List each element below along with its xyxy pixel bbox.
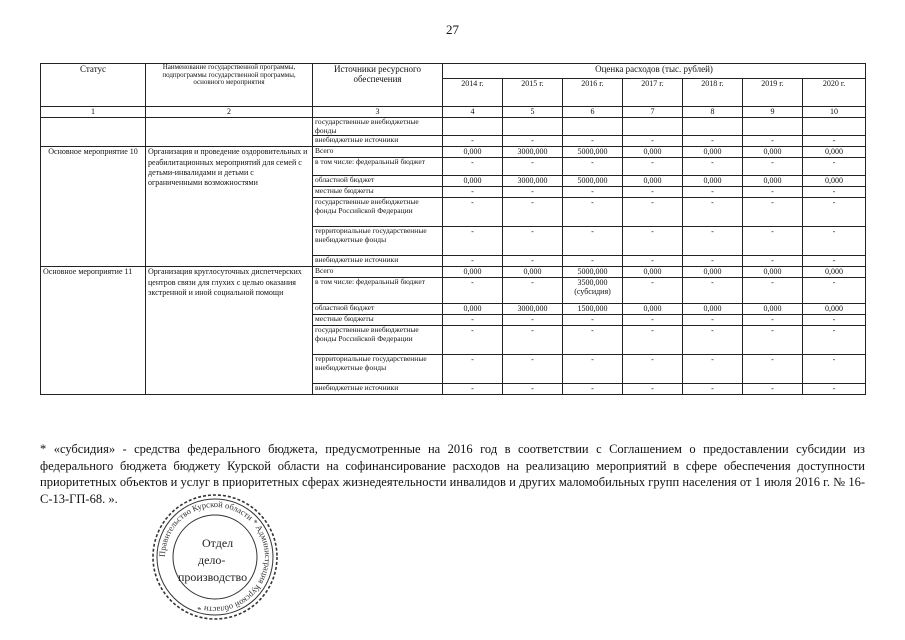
empty-name-cell [146,118,313,147]
value-cell: 0,000 [443,147,503,158]
value-cell: - [803,187,866,198]
source-cell: местные бюджеты [313,187,443,198]
value-cell: 0,000 [683,267,743,278]
value-cell: - [743,384,803,395]
value-cell: 0,000 [503,267,563,278]
year-header: 2016 г. [563,79,623,107]
value-cell: - [503,198,563,227]
measure-name: Организация и проведение оздоровительных и реабилитационных мероприятий для семей с детьми-инвалидами и детьми с ограниченными возможностями [146,147,313,267]
value-cell: - [683,355,743,384]
expenditure-table [40,63,866,395]
value-cell: 0,000 [443,304,503,315]
source-cell: Всего [313,267,443,278]
value-cell: - [803,227,866,256]
column-number: 1 [41,107,146,118]
value-cell: - [563,227,623,256]
value-cell: - [623,227,683,256]
value-cell [443,118,503,136]
column-number: 9 [743,107,803,118]
header-status: Статус [41,64,146,107]
year-header: 2019 г. [743,79,803,107]
value-cell: 1500,000 [563,304,623,315]
value-cell: - [563,136,623,147]
source-cell: областной бюджет [313,304,443,315]
value-cell: 3500,000 (субсидия) [563,278,623,304]
column-number: 6 [563,107,623,118]
value-cell: - [503,355,563,384]
value-cell: 3000,000 [503,147,563,158]
value-cell: - [503,158,563,176]
value-cell: 0,000 [743,147,803,158]
column-number: 2 [146,107,313,118]
value-cell: 0,000 [743,304,803,315]
value-cell [803,118,866,136]
value-cell: 0,000 [443,267,503,278]
value-cell: - [503,227,563,256]
value-cell: 5000,000 [563,267,623,278]
value-cell: - [803,256,866,267]
value-cell: - [623,256,683,267]
source-cell: в том числе: федеральный бюджет [313,158,443,176]
value-cell [563,118,623,136]
value-cell: - [443,256,503,267]
column-number: 8 [683,107,743,118]
year-header: 2014 г. [443,79,503,107]
stamp-line-2: дело- [198,553,226,567]
year-header: 2018 г. [683,79,743,107]
value-cell: - [563,187,623,198]
value-cell: - [683,187,743,198]
value-cell: - [443,158,503,176]
source-cell: областной бюджет [313,176,443,187]
value-cell: - [443,136,503,147]
column-number: 4 [443,107,503,118]
year-header: 2017 г. [623,79,683,107]
value-cell: 0,000 [743,176,803,187]
value-cell: - [683,158,743,176]
value-cell: - [743,136,803,147]
value-cell: 3000,000 [503,176,563,187]
source-cell: Всего [313,147,443,158]
value-cell: - [563,326,623,355]
value-cell: 0,000 [683,304,743,315]
value-cell: 0,000 [803,267,866,278]
year-header: 2015 г. [503,79,563,107]
value-cell: - [743,227,803,256]
value-cell: - [623,315,683,326]
measure-status: Основное мероприятие 10 [41,147,146,267]
value-cell: - [503,315,563,326]
value-cell: - [743,158,803,176]
stamp-ring-text: Правительство Курской области * Администрация Курской области * [156,498,274,616]
value-cell: 0,000 [803,304,866,315]
value-cell: 0,000 [683,176,743,187]
measure-name: Организация круглосуточных диспетчерских центров связи для глухих с целью оказания экстренной и иной социальной помощи [146,267,313,395]
value-cell: - [803,326,866,355]
value-cell: - [683,256,743,267]
table-row [41,118,866,136]
value-cell: - [563,315,623,326]
value-cell: - [443,198,503,227]
source-cell: государственные внебюджетные фонды [313,118,443,136]
value-cell: - [443,384,503,395]
column-number: 7 [623,107,683,118]
value-cell: - [683,278,743,304]
header-name: Наименование государственной программы, подпрограммы государственной программы, основного мероприятия [146,64,313,107]
header-estimate: Оценка расходов (тыс. рублей) [443,64,866,79]
value-cell: - [443,278,503,304]
stamp-line-3: производство [178,570,248,584]
value-cell [503,118,563,136]
table-row [41,147,866,158]
source-cell: внебюджетные источники [313,136,443,147]
value-cell: - [683,227,743,256]
source-cell: государственные внебюджетные фонды Российской Федерации [313,326,443,355]
measure-status: Основное мероприятие 11 [41,267,146,395]
empty-status-cell [41,118,146,147]
value-cell: - [563,198,623,227]
header-sources: Источники ресурсного обеспечения [313,64,443,107]
table-row [41,267,866,278]
value-cell: - [743,326,803,355]
value-cell: 0,000 [683,147,743,158]
value-cell: 0,000 [623,176,683,187]
value-cell: - [683,384,743,395]
page-number: 27 [446,22,459,37]
year-header: 2020 г. [803,79,866,107]
value-cell: 0,000 [803,147,866,158]
value-cell: - [503,326,563,355]
value-cell: - [743,315,803,326]
value-cell: - [803,278,866,304]
source-cell: местные бюджеты [313,315,443,326]
value-cell: - [623,187,683,198]
value-cell: - [683,315,743,326]
value-cell: - [803,315,866,326]
value-cell: - [503,278,563,304]
value-cell: - [503,187,563,198]
value-cell: 0,000 [623,304,683,315]
column-number: 5 [503,107,563,118]
footnote: * «субсидия» - средства федерального бюджета, предусмотренные на 2016 год в соответствии с Соглашением о предоставлении субсидии из федерального бюджета бюджету Курской области на софинансирование расходов на реализацию мероприятий в сфере обеспечения доступности приоритетных объектов и услуг в приоритетных сферах жизнедеятельности инвалидов и других маломобильных групп населения от 1 июля 2016 г. № 16-С-13-ГП-68. ». [40,442,865,506]
value-cell: - [623,158,683,176]
value-cell: - [743,187,803,198]
value-cell: - [443,187,503,198]
source-cell: территориальные государственные внебюджетные фонды [313,355,443,384]
value-cell: - [563,158,623,176]
value-cell: 0,000 [623,267,683,278]
value-cell: - [623,384,683,395]
value-cell: - [443,315,503,326]
value-cell: - [623,198,683,227]
column-number: 10 [803,107,866,118]
value-cell: - [743,198,803,227]
value-cell: 3000,000 [503,304,563,315]
value-cell: 5000,000 [563,176,623,187]
value-cell: 0,000 [743,267,803,278]
value-cell: - [803,384,866,395]
value-cell: - [743,278,803,304]
value-cell: 0,000 [443,176,503,187]
value-cell: - [503,256,563,267]
value-cell: - [683,136,743,147]
stamp-line-1: Отдел [202,536,234,550]
value-cell: - [803,136,866,147]
column-numbers-row [41,107,866,118]
value-cell: - [623,136,683,147]
value-cell [623,118,683,136]
value-cell: - [563,256,623,267]
value-cell: - [743,256,803,267]
value-cell: 5000,000 [563,147,623,158]
value-cell: - [503,136,563,147]
value-cell: - [803,198,866,227]
value-cell: 0,000 [803,176,866,187]
value-cell: - [683,198,743,227]
source-cell: в том числе: федеральный бюджет [313,278,443,304]
source-cell: внебюджетные источники [313,384,443,395]
value-cell: - [623,355,683,384]
value-cell: - [443,326,503,355]
office-stamp [150,492,280,627]
value-cell: - [443,227,503,256]
value-cell: 0,000 [623,147,683,158]
value-cell: - [623,278,683,304]
column-number: 3 [313,107,443,118]
value-cell: - [803,158,866,176]
value-cell: - [683,326,743,355]
value-cell: - [443,355,503,384]
value-cell: - [623,326,683,355]
value-cell [743,118,803,136]
source-cell: территориальные государственные внебюджетные фонды [313,227,443,256]
value-cell: - [563,384,623,395]
value-cell: - [743,355,803,384]
value-cell: - [503,384,563,395]
value-cell: - [803,355,866,384]
value-cell [683,118,743,136]
value-cell: - [563,355,623,384]
source-cell: внебюджетные источники [313,256,443,267]
source-cell: государственные внебюджетные фонды Российской Федерации [313,198,443,227]
